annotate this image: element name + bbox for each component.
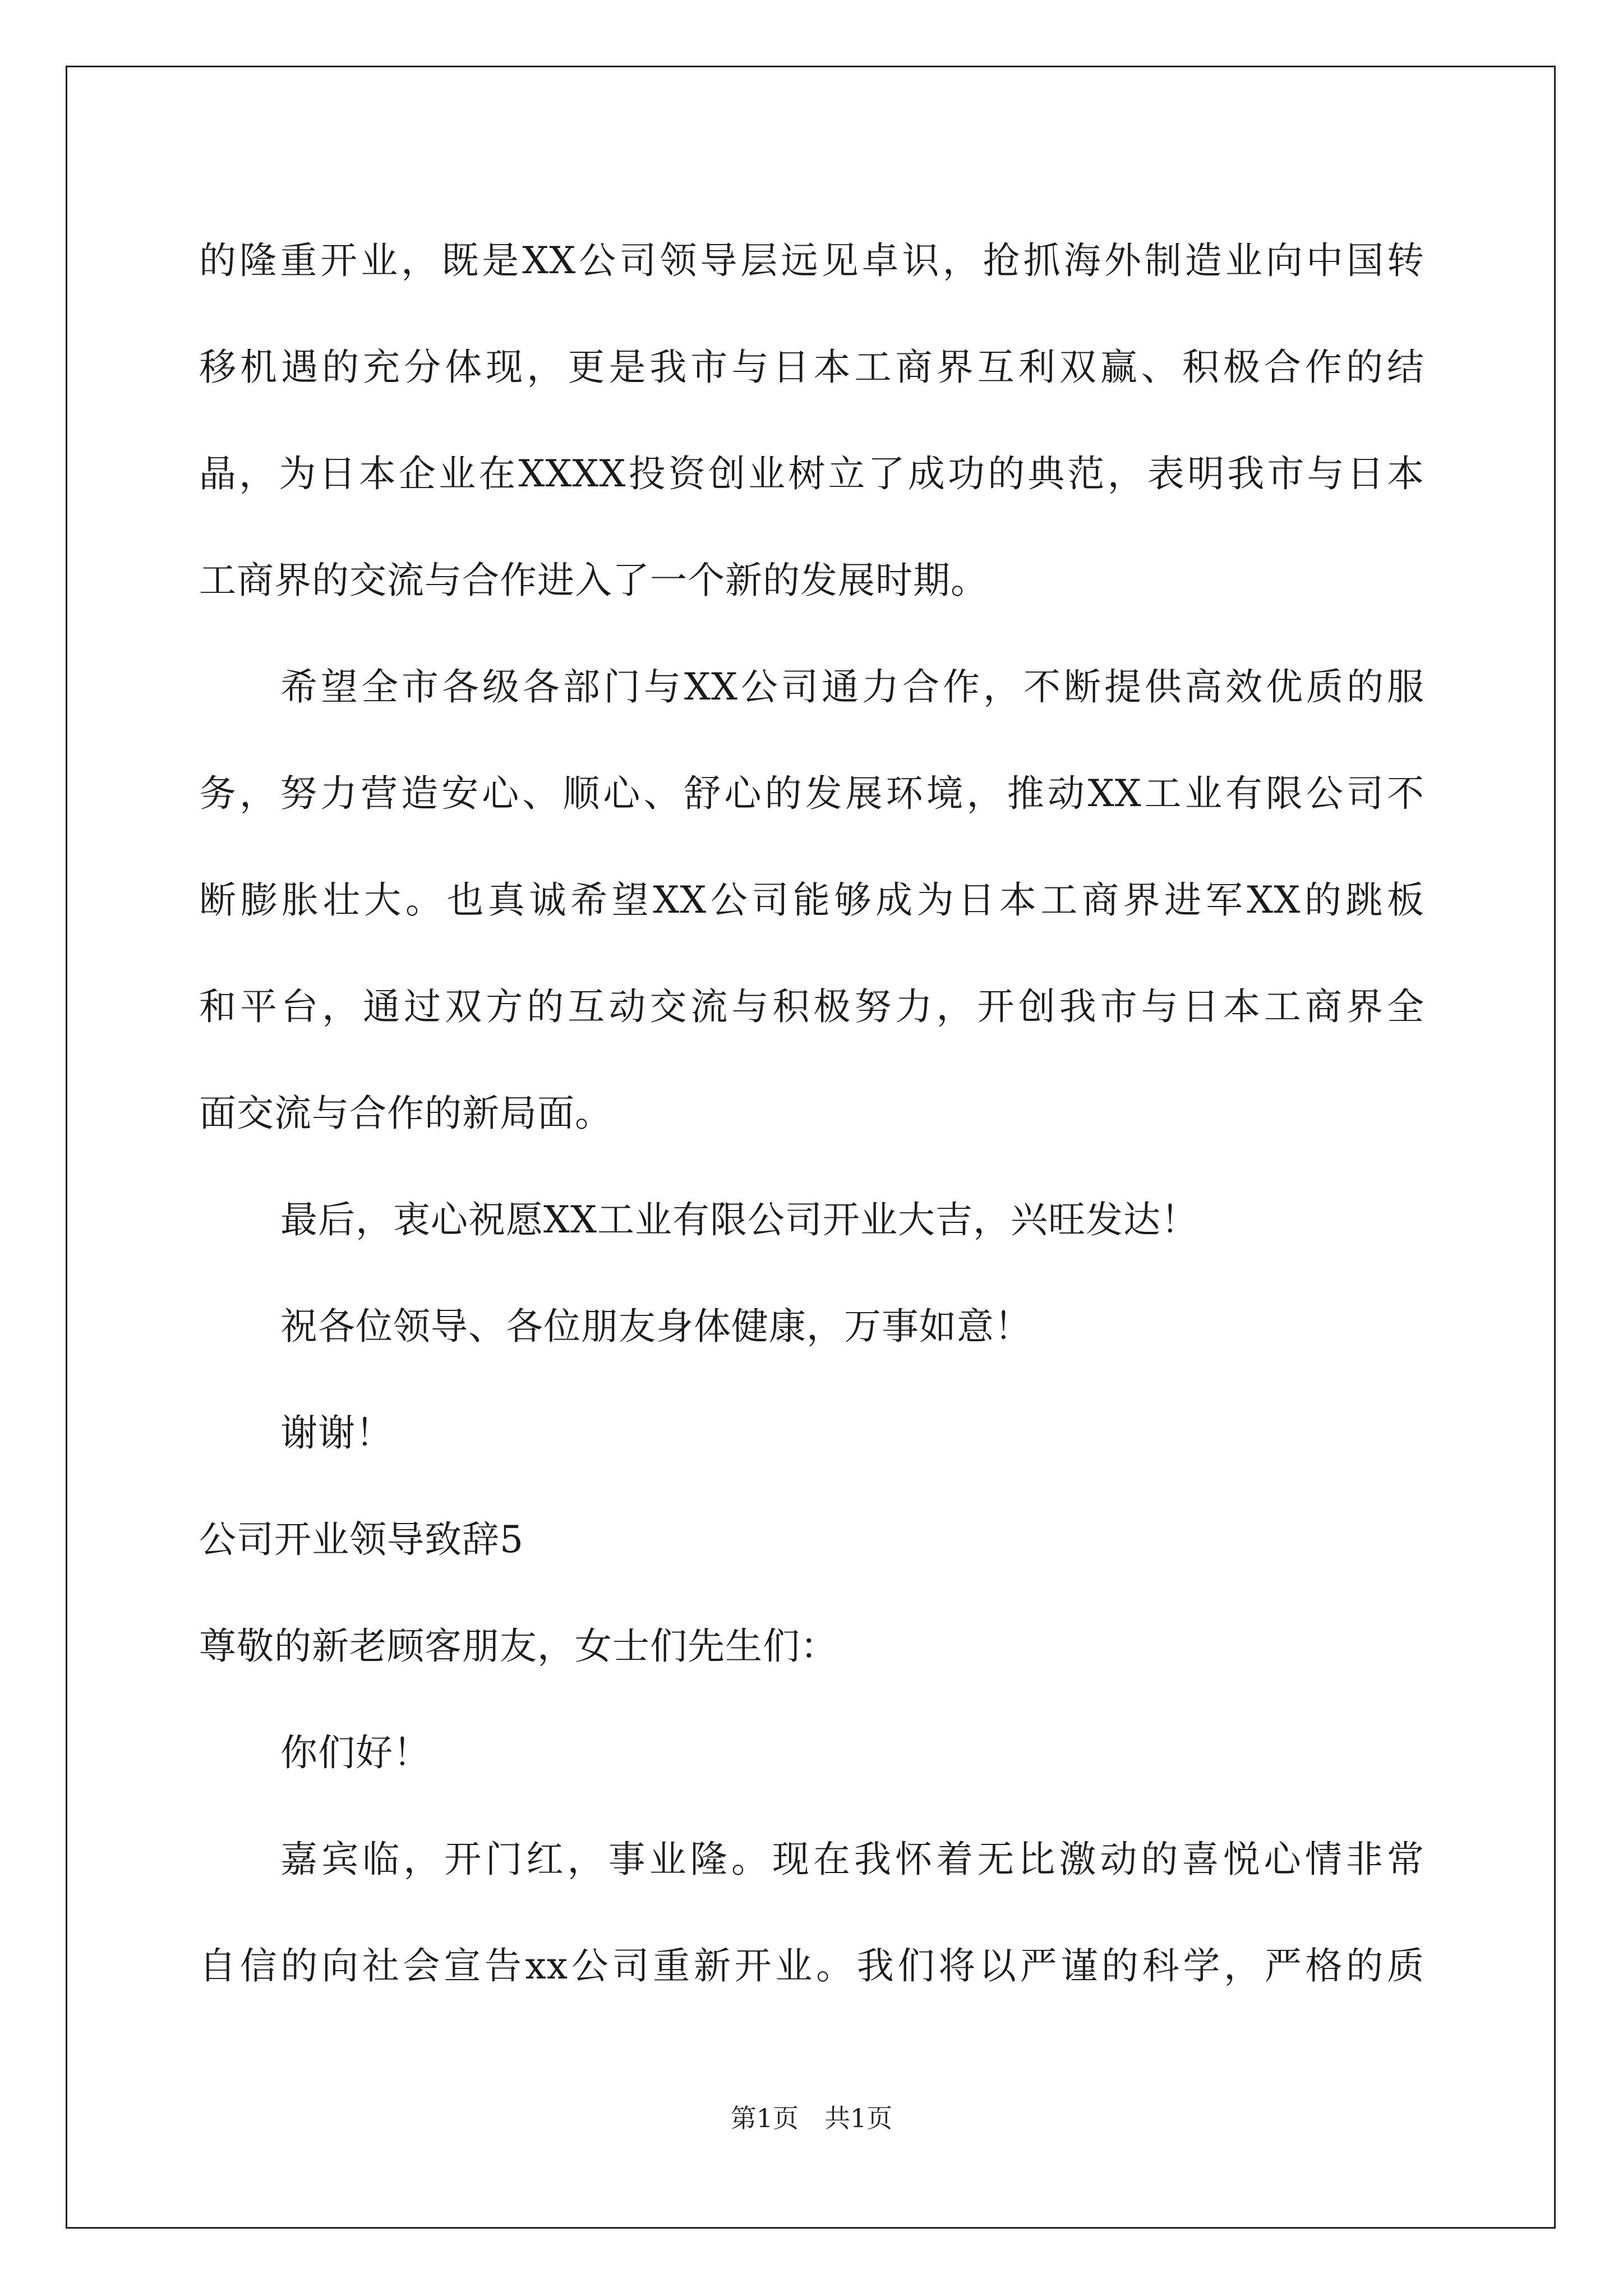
document-body [199,208,1424,2019]
body-line-1: 的隆重开业，既是XX公司领导层远见卓识，抢抓海外制造业向中国转 [199,239,1424,282]
body-line-12: 谢谢！ [280,1411,393,1455]
body-line-4: 工商界的交流与合作进入了一个新的发展时期。 [199,559,988,602]
body-line-8: 和平台，通过双方的互动交流与积极努力，开创我市与日本工商界全 [199,985,1424,1028]
salutation: 尊敬的新老顾客朋友，女士们先生们： [199,1625,838,1668]
body-line-16: 嘉宾临，开门红，事业隆。现在我怀着无比激动的喜悦心情非常 [280,1838,1424,1881]
body-line-2: 移机遇的充分体现，更是我市与日本工商界互利双赢、积极合作的结 [199,346,1424,389]
body-line-11: 祝各位领导、各位朋友身体健康，万事如意！ [280,1305,1032,1348]
body-line-7: 断膨胀壮大。也真诚希望XX公司能够成为日本工商界进军XX的跳板 [199,878,1424,922]
body-line-3: 晶，为日本企业在XXXX投资创业树立了成功的典范，表明我市与日本 [199,452,1424,495]
body-line-17: 自信的向社会宣告xx公司重新开业。我们将以严谨的科学，严格的质 [199,1944,1424,1987]
greeting: 你们好！ [280,1731,431,1774]
body-line-5: 希望全市各级各部门与XX公司通力合作，不断提供高效优质的服 [280,665,1424,708]
page-number-footer: 第1页 共1页 [730,2103,893,2133]
section-heading: 公司开业领导致辞5 [199,1518,524,1561]
body-line-9: 面交流与合作的新局面。 [199,1092,612,1135]
body-line-6: 务，努力营造安心、顺心、舒心的发展环境，推动XX工业有限公司不 [199,772,1424,815]
body-line-10: 最后，衷心祝愿XX工业有限公司开业大吉，兴旺发达！ [280,1198,1198,1241]
